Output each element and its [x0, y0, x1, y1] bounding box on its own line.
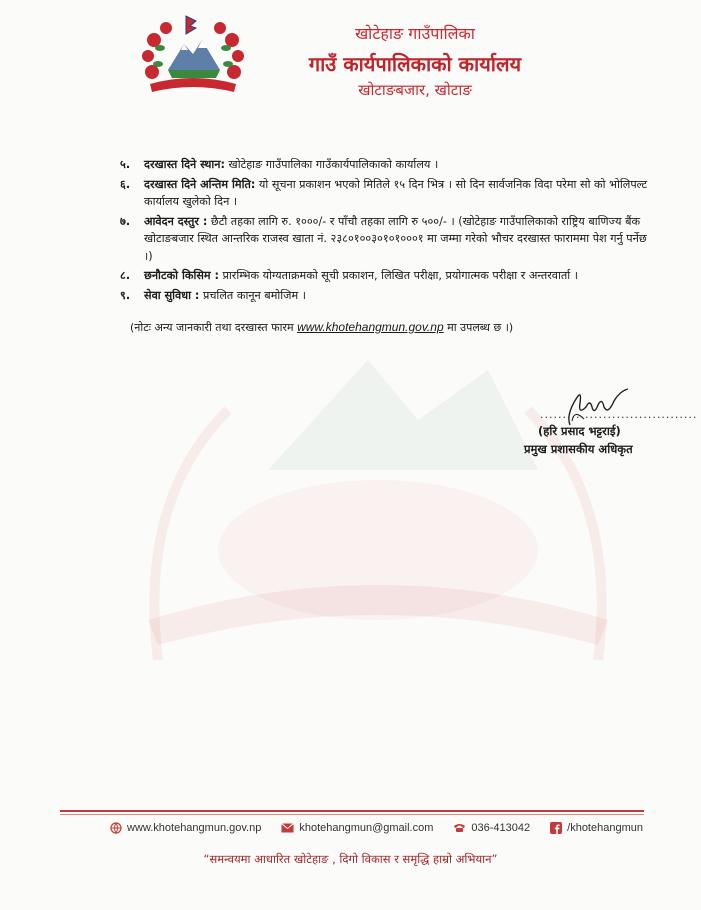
- note-suffix: मा उपलब्ध छ ।): [443, 321, 514, 334]
- watermark-emblem-icon: [118, 300, 638, 690]
- item-number: ७.: [120, 214, 131, 228]
- signatory-title: प्रमुख प्रशासकीय अधिकृत: [524, 442, 633, 456]
- item-body: प्रचलित कानून बमोजिम ।: [199, 288, 306, 302]
- item-body: प्रारम्भिक योग्यताक्रमको सूची प्रकाशन, लिखित परीक्षा, प्रयोगात्मक परीक्षा र अन्तरवार्ता ।: [218, 269, 578, 282]
- notice-items: [120, 156, 650, 306]
- note-prefix: (नोटः अन्य जानकारी तथा दरखास्त फारम: [130, 321, 298, 334]
- item-body: छैटौ तहका लागि रु. १०००/- र पाँचौ तहका लागि रु ५००/- । (खोटेहाङ गाउँपालिकाको राष्ट्रिय बाणिज्य बैंक खोटाङबजार स्थित आन्तरिक राजस्व खाता नं. २३८०१००३०१०१०००१ मा जम्मा गरेको भौचर दरखास्त फाराममा पेश गर्नु पर्नेछ ।): [144, 214, 647, 263]
- note: [130, 320, 513, 335]
- item-label: आवेदन दस्तुर :: [144, 214, 208, 228]
- item-text: [144, 267, 650, 285]
- globe-icon: [110, 822, 122, 834]
- org-name: खोटेहाङ गाउँपालिका: [355, 24, 475, 43]
- item-label: दरखास्त दिने स्थान:: [144, 158, 225, 171]
- item-text: [144, 213, 650, 266]
- list-item: [120, 176, 650, 211]
- nepal-emblem-icon: [140, 12, 246, 100]
- item-label: छनौटको किसिम :: [144, 269, 219, 282]
- item-label: दरखास्त दिने अन्तिम मिति:: [144, 177, 256, 191]
- facebook-text[interactable]: /khotehangmun: [567, 822, 643, 834]
- item-number: ८.: [120, 269, 131, 282]
- signature-line: ...................................: [540, 408, 698, 421]
- list-item: [120, 213, 650, 266]
- footer-divider-thin: [60, 814, 644, 815]
- phone-icon: [453, 823, 466, 833]
- facebook-icon: [550, 822, 562, 834]
- item-number: ९.: [120, 288, 131, 302]
- footer-divider: [60, 810, 644, 812]
- website-link[interactable]: www.khotehangmun.gov.np: [297, 320, 444, 334]
- list-item: [120, 156, 650, 174]
- item-number: ५.: [120, 158, 131, 171]
- list-item: [120, 287, 650, 305]
- item-text: [144, 156, 650, 174]
- phone-text[interactable]: 036-413042: [471, 822, 531, 834]
- office-address: खोटाङबजार, खोटाङ: [358, 81, 472, 99]
- office-name: गाउँ कार्यपालिकाको कार्यालय: [308, 52, 522, 76]
- item-number: ६.: [120, 177, 131, 191]
- item-text: [144, 287, 650, 305]
- item-body: यो सूचना प्रकाशन भएको मितिले १५ दिन भित्र । सो दिन सार्वजनिक विदा परेमा सो को भोलिपल्ट कार्यालय खुलेको दिन ।: [144, 177, 648, 208]
- email-icon: [281, 823, 294, 833]
- item-label: सेवा सुविधा :: [144, 288, 200, 302]
- list-item: [120, 267, 650, 285]
- footer-contacts: [110, 822, 670, 834]
- email-text[interactable]: khotehangmun@gmail.com: [299, 822, 434, 834]
- footer-slogan: “समन्वयमा आधारित खोटेहाङ , दिगो विकास र समृद्धि हाम्रो अभियान”: [203, 852, 498, 866]
- website-text[interactable]: www.khotehangmun.gov.np: [127, 822, 262, 834]
- contact-phone: [453, 822, 530, 834]
- item-body: खोटेहाङ गाउँपालिका गाउँकार्यपालिकाको कार्यालय ।: [225, 158, 439, 171]
- signatory-name: (हरि प्रसाद भट्टराई): [538, 424, 621, 438]
- item-text: [144, 176, 650, 211]
- contact-website: [110, 822, 261, 834]
- contact-facebook: [550, 822, 643, 834]
- contact-email: [281, 822, 433, 834]
